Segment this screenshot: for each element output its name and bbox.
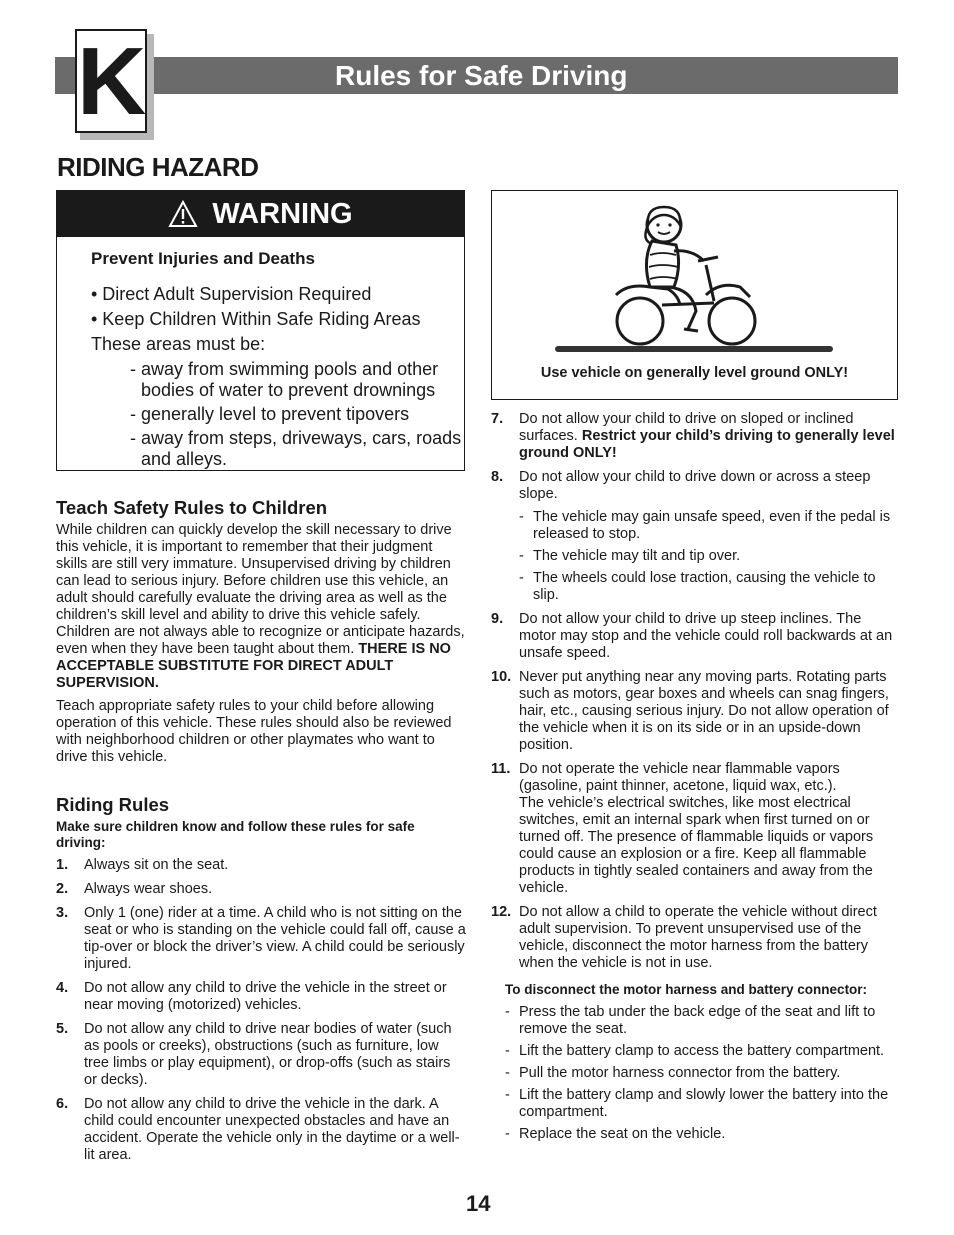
disconnect-step: - Lift the battery clamp and slowly lower the battery into the compartment. — [505, 1087, 889, 1120]
warning-label: WARNING — [212, 197, 353, 230]
disconnect-step: - Lift the battery clamp to access the battery compartment. — [505, 1043, 885, 1059]
list-item: 7. Do not allow your child to drive on sloped or inclined surfaces. Restrict your child’s driving to generally level ground ONLY! — [491, 411, 895, 461]
riding-rules-intro: Make sure children know and follow these rules for safe driving: — [56, 819, 415, 850]
riding-rules-heading: Riding Rules — [56, 794, 170, 815]
right-column — [491, 411, 901, 1148]
warning-subtitle: Prevent Injuries and Deaths — [91, 249, 315, 268]
warning-body — [91, 284, 464, 470]
disconnect-step: - Pull the motor harness connector from the battery. — [505, 1065, 841, 1081]
warning-header — [57, 191, 464, 237]
warning-bullet: • Keep Children Within Safe Riding Areas — [91, 309, 421, 329]
areas-intro: These areas must be: — [91, 334, 266, 354]
list-item: 2. Always wear shoes. — [56, 881, 213, 897]
area-item: - away from swimming pools and other bodies of water to prevent drownings — [130, 359, 439, 400]
warning-box — [56, 190, 465, 471]
sub-item: - The wheels could lose traction, causing the vehicle to slip. — [519, 570, 876, 603]
teach-paragraph-bold: THERE IS NO ACCEPTABLE SUBSTITUTE FOR DIRECT ADULT SUPERVISION. — [56, 641, 451, 691]
disconnect-heading: To disconnect the motor harness and battery connector: — [505, 982, 868, 997]
list-item: 10. Never put anything near any moving parts. Rotating parts such as motors, gear boxes and wheels can snag fingers, hair, etc., causing serious injury. Do not allow operation of the vehicle when it is on its side or in an upside-down position. — [491, 669, 889, 753]
list-item: 6. Do not allow any child to drive the vehicle in the dark. A child could encounter unexpected obstacles and have an accident. Operate the vehicle only in the daytime or a well-lit area. — [56, 1096, 460, 1163]
riding-rules-list — [56, 857, 466, 1164]
list-item: 9. Do not allow your child to drive up steep inclines. The motor may stop and the vehicle could roll backwards at an unsafe speed. — [491, 611, 893, 661]
teach-section — [56, 499, 466, 766]
riding-rules-section — [56, 796, 466, 1171]
section-title: RIDING HAZARD — [57, 152, 259, 182]
illustration-caption: Use vehicle on generally level ground ONLY! — [540, 365, 849, 381]
list-item: 1. Always sit on the seat. — [56, 857, 229, 873]
teach-paragraph: While children can quickly develop the skill necessary to drive this vehicle, it is important to remember that their judgment skills are still very immature. Unsupervised driving by children can lead to serious injury. Before children use this vehicle, an adult should carefully evaluate the driving area as well as the children’s skill level and ability to drive this vehicle safely. Children are not always able to recognize or anticipate hazards, even when they have been taught about them. THERE IS NO ACCEPTABLE SUBSTITUTE FOR DIRECT ADULT SUPERVISION. — [56, 522, 465, 691]
list-item: 3. Only 1 (one) rider at a time. A child who is not sitting on the seat or who is standing on the vehicle could fall off, cause a tip-over or block the driver’s view. A child could be seriously injured. — [56, 905, 466, 972]
teach-heading: Teach Safety Rules to Children — [56, 497, 328, 518]
list-item: 8. Do not allow your child to drive down or across a steep slope. - The vehicle may gain unsafe speed, even if the pedal is released to stop. - The vehicle may tilt and tip over. - The wheels could lose traction, causing the vehicle to slip. — [491, 469, 901, 604]
page-title: Rules for Safe Driving — [335, 60, 628, 91]
list-item: 12. Do not allow a child to operate the vehicle without direct adult supervision. To prevent unsupervised use of the vehicle, disconnect the motor harness from the battery when the vehicle is not in use. — [491, 904, 877, 971]
disconnect-step: - Press the tab under the back edge of the seat and lift to remove the seat. — [505, 1004, 876, 1037]
area-item: - away from steps, driveways, cars, roads and alleys. — [130, 428, 462, 469]
disconnect-section — [491, 982, 901, 1143]
sub-item: - The vehicle may gain unsafe speed, even if the pedal is released to stop. — [519, 509, 891, 542]
child-on-quad-bike-illustration — [492, 191, 896, 361]
page-number: 14 — [466, 1191, 491, 1216]
illustration-box — [491, 190, 898, 400]
warning-bullet: • Direct Adult Supervision Required — [91, 284, 372, 304]
sub-item: - The vehicle may tilt and tip over. — [519, 548, 741, 564]
warning-triangle-icon — [168, 200, 198, 228]
list-item: 4. Do not allow any child to drive the vehicle in the street or near moving (motorized) vehicles. — [56, 980, 447, 1013]
safety-list — [491, 411, 901, 972]
area-item: - generally level to prevent tipovers — [130, 404, 410, 424]
list-item: 5. Do not allow any child to drive near bodies of water (such as pools or creeks), obstructions (such as furniture, low tree limbs or play equipment), or drop-offs (such as stairs or decks). — [56, 1021, 452, 1088]
teach-paragraph-2: Teach appropriate safety rules to your child before allowing operation of this vehicle. These rules should also be reviewed with neighborhood children or other playmates who want to drive this vehicle. — [56, 698, 452, 765]
section-letter: K — [77, 28, 147, 135]
list-item: 11. Do not operate the vehicle near flammable vapors (gasoline, paint thinner, acetone, liquid wax, etc.). The vehicle’s electrical switches, like most electrical switches, emit an internal spark when first turned on or turned off. The presence of flammable liquids or vapors could cause an explosion or a fire. Keep all flammable products in tightly sealed containers and away from the vehicle. — [491, 761, 874, 896]
disconnect-step: - Replace the seat on the vehicle. — [505, 1126, 726, 1142]
